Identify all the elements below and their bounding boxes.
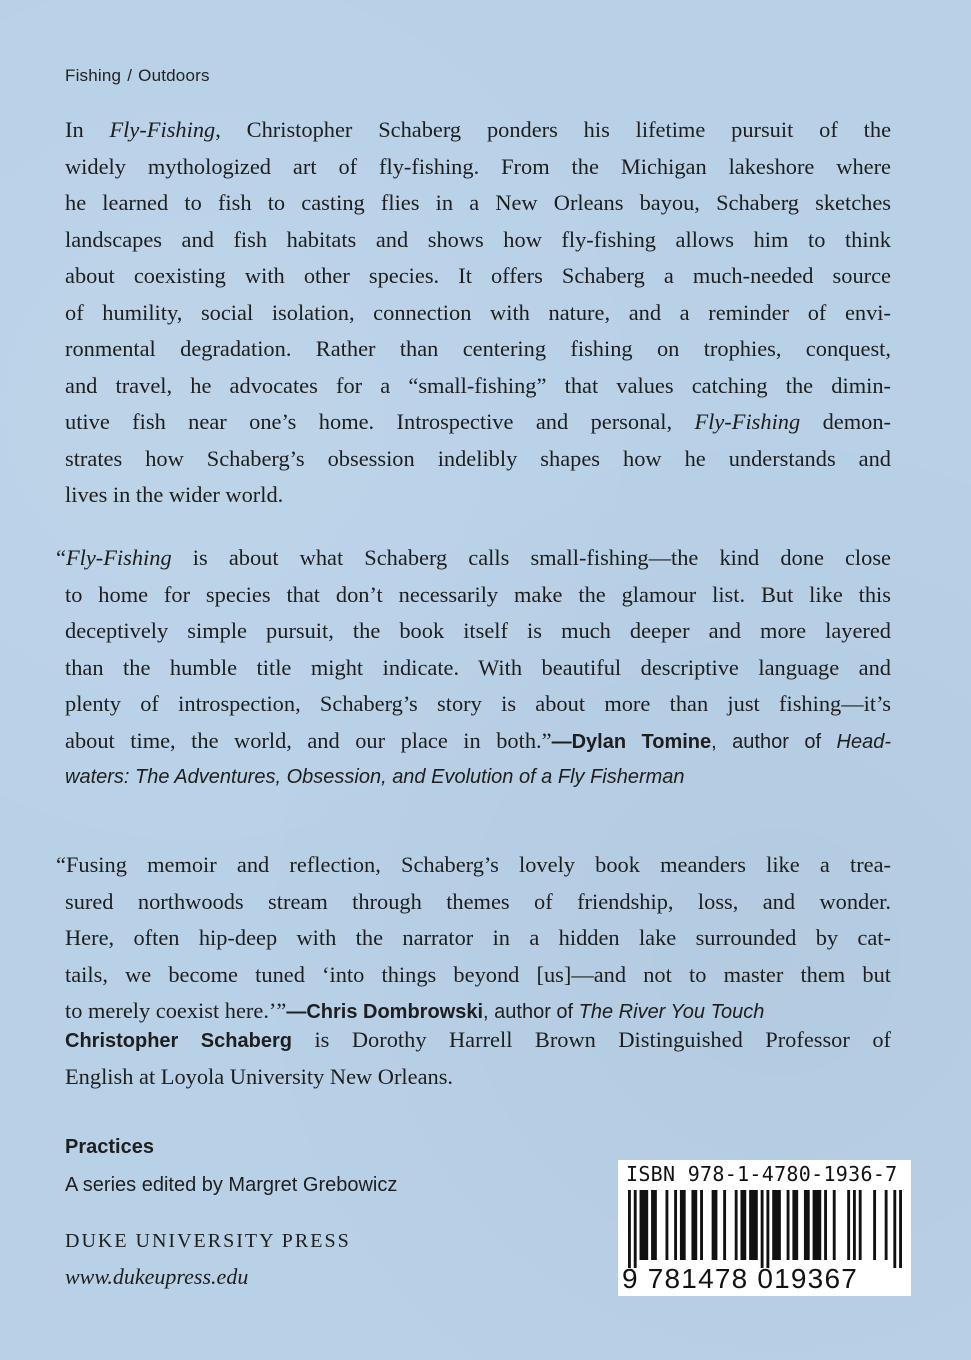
- publisher-name: DUKE UNIVERSITY PRESS: [65, 1230, 351, 1252]
- description-line: utive fish near one’s home. Introspective and personal, Fly-Fishing demon-: [65, 409, 891, 434]
- barcode-bar: [680, 1190, 686, 1260]
- book-title-italic: Fly-Fishing: [109, 117, 216, 142]
- barcode-bar: [735, 1190, 738, 1260]
- description-line: ronmental degradation. Rather than centering fishing on trophies, conquest,: [65, 336, 891, 361]
- book-description: [65, 112, 891, 514]
- barcode-bar: [700, 1190, 703, 1260]
- description-line: and travel, he advocates for a “small-fishing” that values catching the dimin-: [65, 372, 891, 398]
- barcode-bar: [761, 1190, 764, 1268]
- barcode-bar: [893, 1190, 896, 1268]
- barcode-bar: [640, 1190, 649, 1260]
- barcode-bar: [847, 1190, 850, 1260]
- blurb-line: “Fusing memoir and reflection, Schaberg’s lovely book meanders like a trea-: [56, 852, 891, 877]
- barcode-bar: [885, 1190, 888, 1260]
- barcode-bar: [787, 1190, 790, 1260]
- ean-digits: 9 781478 019367: [622, 1263, 858, 1294]
- barcode-bar: [723, 1190, 726, 1260]
- barcode-bar: [873, 1190, 876, 1260]
- barcode-bar: [766, 1190, 769, 1268]
- barcode-bar: [824, 1190, 827, 1260]
- barcode-bar: [634, 1190, 637, 1268]
- blurb-line: tails, we become tuned ‘into things beyond [us]—and not to master them but: [65, 961, 891, 987]
- barcode-bar: [628, 1190, 631, 1268]
- description-line: strates how Schaberg’s obsession indelibly shapes how he understands and: [65, 445, 891, 471]
- barcode-bars: [628, 1190, 902, 1268]
- barcode-bar: [674, 1190, 677, 1260]
- book-title-italic: Fly-Fishing: [694, 409, 801, 434]
- author-bio: [65, 1022, 891, 1095]
- isbn-barcode: [618, 1160, 911, 1296]
- barcode-bar: [859, 1190, 862, 1260]
- barcode-bar: [804, 1190, 810, 1260]
- barcode-bar: [899, 1190, 902, 1268]
- barcode-bar: [853, 1190, 856, 1260]
- description-line: In Fly-Fishing, Christopher Schaberg ponders his lifetime pursuit of the: [65, 117, 892, 142]
- series-editor: A series edited by Margret Grebowicz: [65, 1174, 398, 1196]
- barcode-bar: [651, 1190, 657, 1260]
- barcode-bar: [749, 1190, 758, 1260]
- attribution-book: The River You Touch: [578, 1001, 765, 1023]
- attribution-name: Dylan Tomine: [571, 730, 712, 753]
- attribution-dash: —: [551, 730, 572, 753]
- attribution-role: , author of: [711, 730, 837, 753]
- bio-line: Christopher Schaberg is Dorothy Harrell Brown Distinguished Professor of: [65, 1027, 891, 1052]
- description-line: of humility, social isolation, connection with nature, and a reminder of envi-: [65, 299, 891, 325]
- blurb-chris-dombrowski: [56, 847, 891, 1030]
- author-name: Christopher Schaberg: [65, 1030, 292, 1052]
- category-fishing: Fishing: [65, 66, 122, 85]
- blurb-line: to merely coexist here.’”—Chris Dombrowski, author of The River You Touch: [65, 998, 765, 1023]
- barcode-bar: [691, 1190, 697, 1260]
- barcode-bar: [792, 1190, 798, 1260]
- category-separator: /: [127, 66, 133, 85]
- book-title-italic: Fly-Fishing: [65, 545, 172, 570]
- blurb-line: plenty of introspection, Schaberg’s story is about more than just fishing—it’s: [65, 691, 891, 716]
- barcode-bar: [740, 1190, 746, 1260]
- series-title: Practices: [65, 1136, 154, 1158]
- barcode-bar: [813, 1190, 822, 1260]
- attribution-book: waters: The Adventures, Obsession, and Evolution of a Fly Fisherman: [65, 766, 685, 788]
- bio-line: English at Loyola University New Orleans.: [65, 1063, 454, 1089]
- publisher-website: www.dukeupress.edu: [65, 1264, 249, 1289]
- blurb-dylan-tomine: [56, 540, 891, 796]
- description-line: landscapes and fish habitats and shows how fly-fishing allows him to think: [65, 226, 891, 252]
- description-line: about coexisting with other species. It offers Schaberg a much-needed source: [65, 263, 891, 288]
- category-outdoors: Outdoors: [138, 66, 210, 85]
- blurb-line: Here, often hip-deep with the narrator in a hidden lake surrounded by cat-: [65, 925, 891, 950]
- barcode-bar: [665, 1190, 668, 1260]
- attribution-role: , author of: [483, 1001, 579, 1023]
- description-line: lives in the wider world.: [65, 482, 284, 507]
- isbn-label: ISBN 978-1-4780-1936-7: [626, 1162, 898, 1186]
- blurb-line: about time, the world, and our place in both.”—Dylan Tomine, author of Head-: [65, 727, 891, 753]
- blurb-line: sured northwoods stream through themes of friendship, loss, and wonder.: [65, 888, 891, 914]
- blurb-line: to home for species that don’t necessarily make the glamour list. But like this: [65, 581, 891, 607]
- description-line: widely mythologized art of fly-fishing. From the Michigan lakeshore where: [65, 153, 891, 179]
- description-line: he learned to fish to casting flies in a New Orleans bayou, Schaberg sketches: [65, 190, 891, 215]
- blurb-line: than the humble title might indicate. With beautiful descriptive language and: [65, 654, 891, 680]
- blurb-line: deceptively simple pursuit, the book itself is much deeper and more layered: [65, 618, 891, 643]
- attribution-name: Chris Dombrowski: [306, 1001, 484, 1023]
- attribution-book: Head-: [836, 730, 891, 753]
- barcode-bar: [772, 1190, 781, 1260]
- barcode-bar: [833, 1190, 836, 1260]
- blurb-line: “Fly-Fishing is about what Schaberg calls small-fishing—the kind done close: [56, 545, 891, 570]
- attribution-dash: —: [286, 1001, 307, 1023]
- barcode-bar: [712, 1190, 718, 1260]
- category-label: [65, 66, 210, 86]
